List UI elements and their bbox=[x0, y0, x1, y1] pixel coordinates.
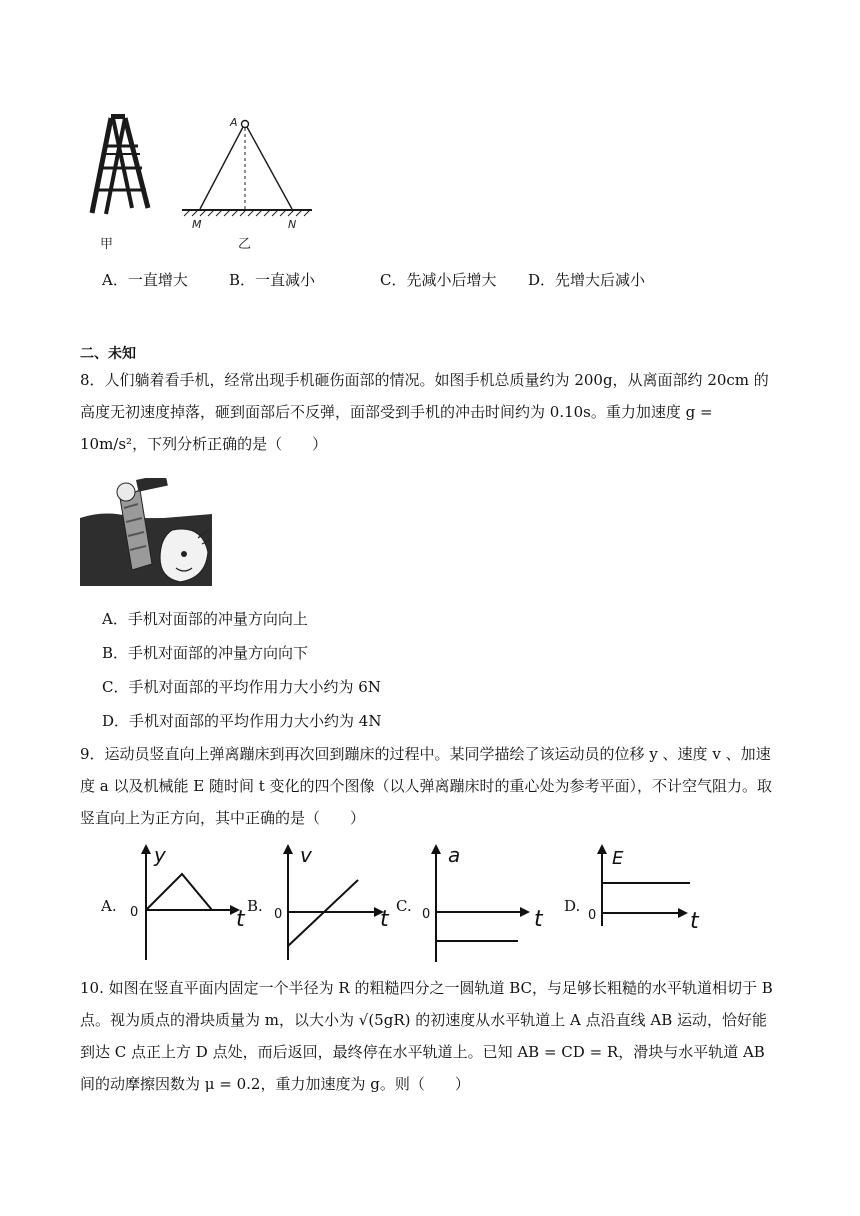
q8-option-b: B．手机对面部的冲量方向向下 bbox=[102, 644, 309, 662]
axis-label-t: t bbox=[534, 907, 543, 932]
axis-label-a: a bbox=[448, 843, 461, 867]
figure-label-jia: 甲 bbox=[100, 237, 114, 252]
axis-label-y: y bbox=[154, 843, 166, 867]
q8-option-c: C．手机对面部的平均作用力大小约为 6N bbox=[102, 678, 381, 696]
q9-graph-d bbox=[580, 840, 720, 966]
q7-option-d: D．先增大后减小 bbox=[528, 271, 646, 289]
displacement-curve bbox=[146, 874, 212, 910]
section-heading: 二、未知 bbox=[80, 346, 136, 362]
q9-stem: 9．运动员竖直向上弹离蹦床到再次回到蹦床的过程中。某同学描绘了该运动员的位移 y 、速度 v 、加速度 a 以及机械能 E 随时间 t 变化的四个图像（以人弹离蹦床时的重心处为参考平面），不计空气阻力。取竖直向上为正方向，其中正确的是（ ） bbox=[80, 745, 773, 827]
q10-stem: 10. 如图在竖直平面内固定一个半径为 R 的粗糙四分之一圆轨道 BC，与足够长粗糙的水平轨道相切于 B 点。视为质点的滑块质量为 m，以大小为 √(5gR) 的初速度从水平轨道上 A 点沿直线 AB 运动，恰好能到达 C 点正上方 D 点处，而后返回，最终停在水平轨道上。已知 AB = CD = R，滑块与水平轨道 AB 间的动摩擦因数为 μ = 0.2，重力加速度为 g。则（ ） bbox=[80, 979, 773, 1093]
q7-figure bbox=[80, 108, 320, 258]
axis-label-v: v bbox=[300, 843, 312, 867]
q9-graph-c bbox=[414, 840, 554, 966]
axis-label-t: t bbox=[690, 909, 699, 934]
point-a-label: A bbox=[230, 116, 238, 129]
q8-option-a: A．手机对面部的冲量方向向上 bbox=[102, 610, 308, 628]
q9-graph-b bbox=[266, 840, 396, 966]
axis-label-t: t bbox=[236, 907, 245, 932]
axis-label-e: E bbox=[612, 848, 624, 869]
phone-lying-illustration bbox=[80, 478, 212, 586]
q9-option-d-label: D. bbox=[564, 897, 581, 915]
q7-option-c: C．先减小后增大 bbox=[380, 271, 497, 289]
figure-label-yi: 乙 bbox=[238, 237, 252, 252]
ladder-illustration bbox=[92, 114, 148, 214]
axis-label-t: t bbox=[380, 907, 389, 932]
q7-option-b: B．一直减小 bbox=[229, 271, 316, 289]
origin-label: 0 bbox=[588, 908, 597, 923]
point-n-label: N bbox=[288, 218, 297, 231]
origin-label: 0 bbox=[130, 905, 139, 920]
q9-option-a-label: A. bbox=[101, 897, 117, 915]
point-m-label: M bbox=[192, 218, 202, 231]
origin-label: 0 bbox=[422, 907, 431, 922]
q8-stem: 8．人们躺着看手机，经常出现手机砸伤面部的情况。如图手机总质量约为 200g，从离面部约 20cm 的高度无初速度掉落，砸到面部后不反弹，面部受到手机的冲击时间约为 0.10s。重力加速度 g = 10m/s²，下列分析正确的是（ ） bbox=[80, 371, 769, 453]
origin-label: 0 bbox=[274, 907, 283, 922]
q7-option-a: A．一直增大 bbox=[102, 271, 188, 289]
triangle-diagram bbox=[182, 121, 312, 217]
q8-option-d: D．手机对面部的平均作用力大小约为 4N bbox=[102, 712, 382, 730]
q9-option-c-label: C. bbox=[396, 897, 412, 915]
q9-option-b-label: B. bbox=[247, 897, 263, 915]
q9-graph-a bbox=[124, 840, 254, 966]
